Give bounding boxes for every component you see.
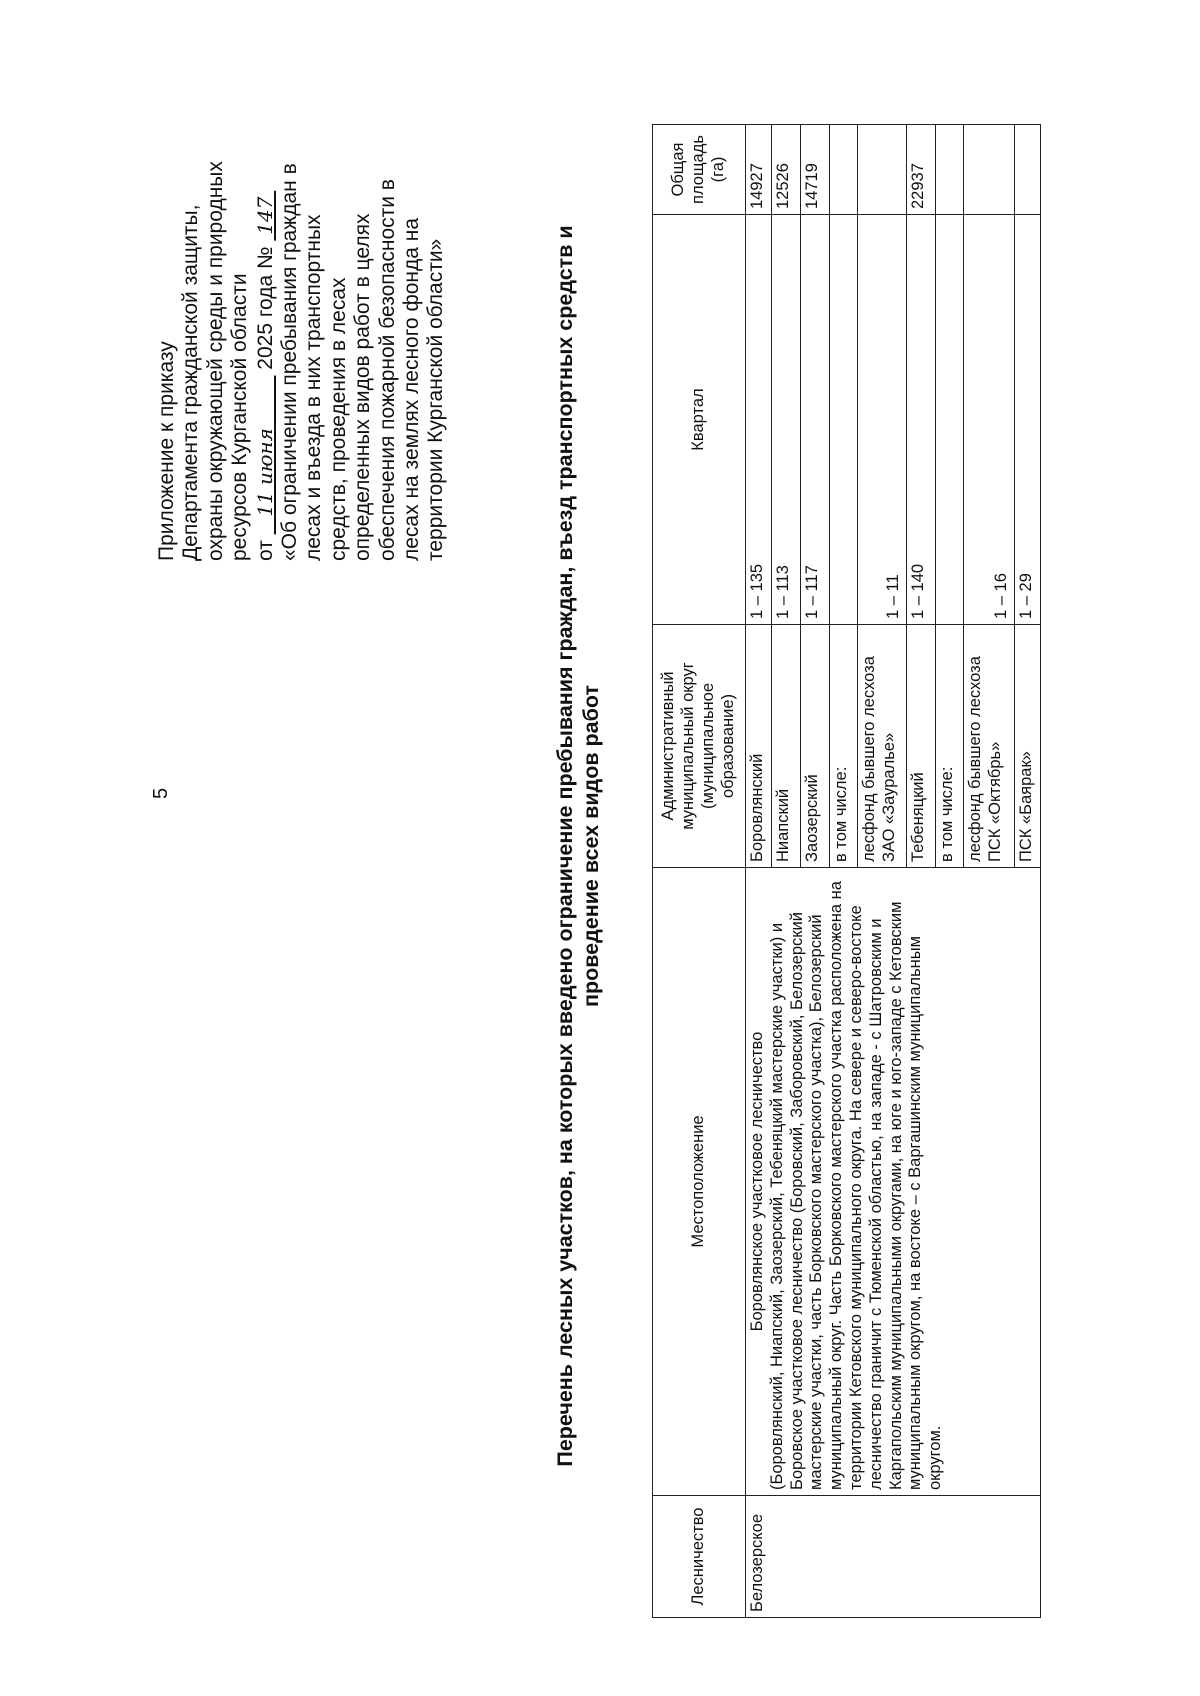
forest-plots-table xyxy=(652,124,1041,1618)
order-number-handwritten: 147 xyxy=(252,196,277,235)
attachment-line: Приложение к приказу xyxy=(155,341,178,561)
date-suffix: 2025 года № xyxy=(253,246,277,370)
attachment-line: охраны окружающей среды и природных xyxy=(203,161,227,561)
date-prefix: от xyxy=(253,540,277,561)
order-title-line: лесах и въезда в них транспортных xyxy=(302,214,326,561)
document-title-line: проведение всех видов работ xyxy=(579,684,603,1008)
location-first-line: Боровлянское участковое лесничество xyxy=(748,1031,766,1332)
district-cell: ПСК «Баярак» xyxy=(1015,625,1041,868)
quarter-cell: 1 – 117 xyxy=(801,215,830,625)
quarter-cell: 1 – 11 xyxy=(858,215,907,625)
date-handwritten-field xyxy=(254,376,277,535)
order-title-line: лесах на землях лесного фонда на xyxy=(400,217,424,561)
district-cell: Ниапский xyxy=(772,625,801,868)
order-date-line xyxy=(253,81,278,561)
district-cell: лесфонд бывшего лесхоза ЗАО «Зауралье» xyxy=(858,625,907,868)
quarter-cell: 1 – 140 xyxy=(907,215,936,625)
area-cell: 14719 xyxy=(801,125,830,215)
table-header-row xyxy=(653,125,746,1618)
header-forestry: Лесничество xyxy=(653,1496,746,1618)
order-title-line: средств, проведения в лесах xyxy=(326,277,350,561)
quarter-cell: 1 – 29 xyxy=(1015,215,1041,625)
area-cell xyxy=(830,125,858,215)
document-title-line: Перечень лесных участков, на которых введено ограничение пребывания граждан, въезд транспортных средств и xyxy=(553,225,577,1467)
district-cell: Тебеняцкий xyxy=(907,625,936,868)
forestry-cell: Белозерское xyxy=(746,1496,1041,1618)
table-row xyxy=(746,125,772,1618)
order-title-line: территории Курганской области» xyxy=(424,238,448,561)
page-number: 5 xyxy=(150,787,172,799)
location-description: (Боровлянский, Ниапский, Заозерский, Тебеняцкий мастерские участки) и Боровское участковое лесничество (Боровский, Заборовский, Белозерский мастерские участки, часть Борковского мастерского участка), Белозерский муниципальный округ. Часть Борковского мастерского участка расположена на территории Кетовского муниципального округа. На севере и северо-востоке лесничество граничит с Тюменской областью, на западе - с Шатровским и Каргапольским муниципальными округами, на юге и юго-западе с Кетовским муниципальным округом, на востоке – с Варгашинским муниципальным округом. xyxy=(767,881,945,1490)
quarter-cell xyxy=(830,215,858,625)
area-cell: 22937 xyxy=(907,125,936,215)
attachment-header xyxy=(155,81,449,561)
district-cell: в том числе: xyxy=(936,625,964,868)
header-location: Местоположение xyxy=(653,868,746,1496)
attachment-line: Департамента гражданской защиты, xyxy=(179,204,203,561)
location-cell xyxy=(746,868,1041,1496)
area-cell xyxy=(964,125,1015,215)
district-cell: в том числе: xyxy=(830,625,858,868)
order-title-line: «Об ограничении пребывания граждан в xyxy=(278,163,302,561)
quarter-cell xyxy=(936,215,964,625)
area-cell xyxy=(858,125,907,215)
header-district: Административный муниципальный округ (муниципальное образование) xyxy=(653,625,746,868)
order-title-line: определенных видов работ в целях xyxy=(351,213,375,561)
quarter-cell: 1 – 135 xyxy=(746,215,772,625)
area-cell xyxy=(1015,125,1041,215)
area-cell: 14927 xyxy=(746,125,772,215)
header-quarter: Квартал xyxy=(653,215,746,625)
attachment-line: ресурсов Курганской области xyxy=(228,273,252,561)
area-cell xyxy=(936,125,964,215)
header-area: Общая площадь (га) xyxy=(653,125,746,215)
date-handwritten: 11 июня xyxy=(252,428,277,517)
district-cell: лесфонд бывшего лесхоза ПСК «Октябрь» xyxy=(964,625,1015,868)
order-title-line: обеспечения пожарной безопасности в xyxy=(375,179,399,561)
district-cell: Боровлянский xyxy=(746,625,772,868)
quarter-cell: 1 – 113 xyxy=(772,215,801,625)
area-cell: 12526 xyxy=(772,125,801,215)
district-cell: Заозерский xyxy=(801,625,830,868)
order-number-field xyxy=(254,191,277,241)
document-title xyxy=(552,136,604,1556)
quarter-cell: 1 – 16 xyxy=(964,215,1015,625)
